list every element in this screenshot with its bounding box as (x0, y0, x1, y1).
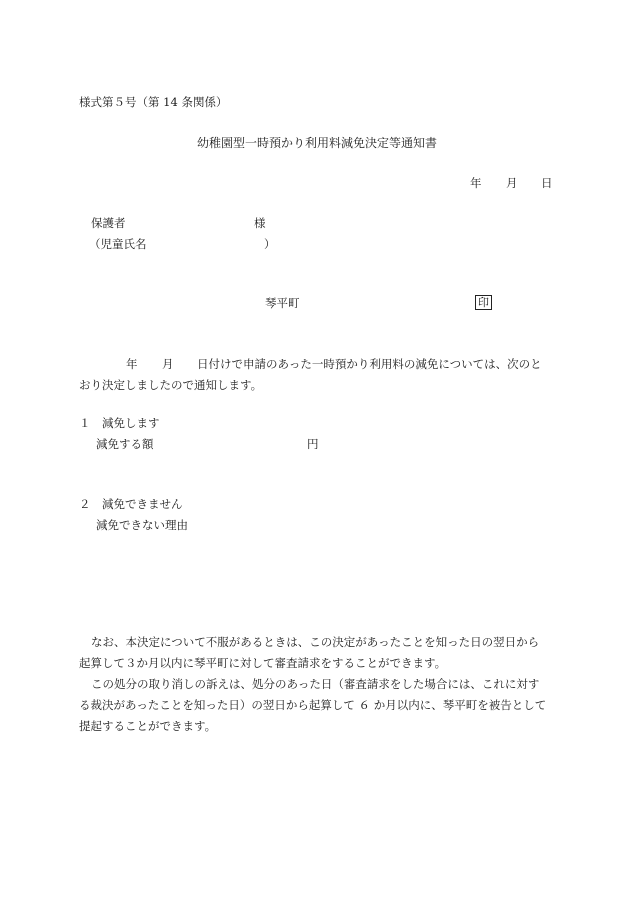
notice-line-2: 起算して３か月以内に琴平町に対して審査請求をすることができます。 (79, 656, 447, 670)
notice-line-3: この処分の取り消しの訴えは、処分のあった日（審査請求をした場合には、これに対す (91, 677, 540, 691)
item1-currency: 円 (307, 437, 319, 451)
notice-line-1: なお、本決定について不服があるときは、この決定があったことを知った日の翌日から (91, 635, 540, 649)
issuer-name: 琴平町 (265, 296, 300, 310)
date-day-label: 日 (541, 176, 553, 190)
document-title: 幼稚園型一時預かり利用料減免決定等通知書 (197, 136, 438, 150)
item2-heading: ２ 減免できません (79, 497, 183, 511)
date-year-label: 年 (470, 176, 482, 190)
child-name-close: ） (264, 237, 276, 251)
guardian-honorific: 様 (254, 216, 266, 230)
item2-reason-label: 減免できない理由 (96, 518, 188, 532)
child-name-open: （児童氏名 (89, 237, 147, 251)
body-year-label: 年 (126, 357, 138, 371)
notice-line-5: 提起することができます。 (79, 719, 217, 733)
seal-mark (475, 295, 492, 310)
item1-amount-label: 減免する額 (96, 437, 154, 451)
body-month-label: 月 (162, 357, 174, 371)
date-month-label: 月 (506, 176, 518, 190)
form-number: 様式第５号（第 14 条関係） (79, 95, 228, 109)
seal-label: 印 (475, 295, 492, 310)
item1-heading: １ 減免します (79, 416, 160, 430)
guardian-label: 保護者 (91, 216, 126, 230)
notice-line-4: る裁決があったことを知った日）の翌日から起算して ６ か月以内に、琴平町を被告として (79, 698, 547, 712)
body-line-1: 日付けで申請のあった一時預かり利用料の減免については、次のと (197, 357, 542, 371)
body-line-2: おり決定しましたので通知します。 (79, 378, 263, 392)
